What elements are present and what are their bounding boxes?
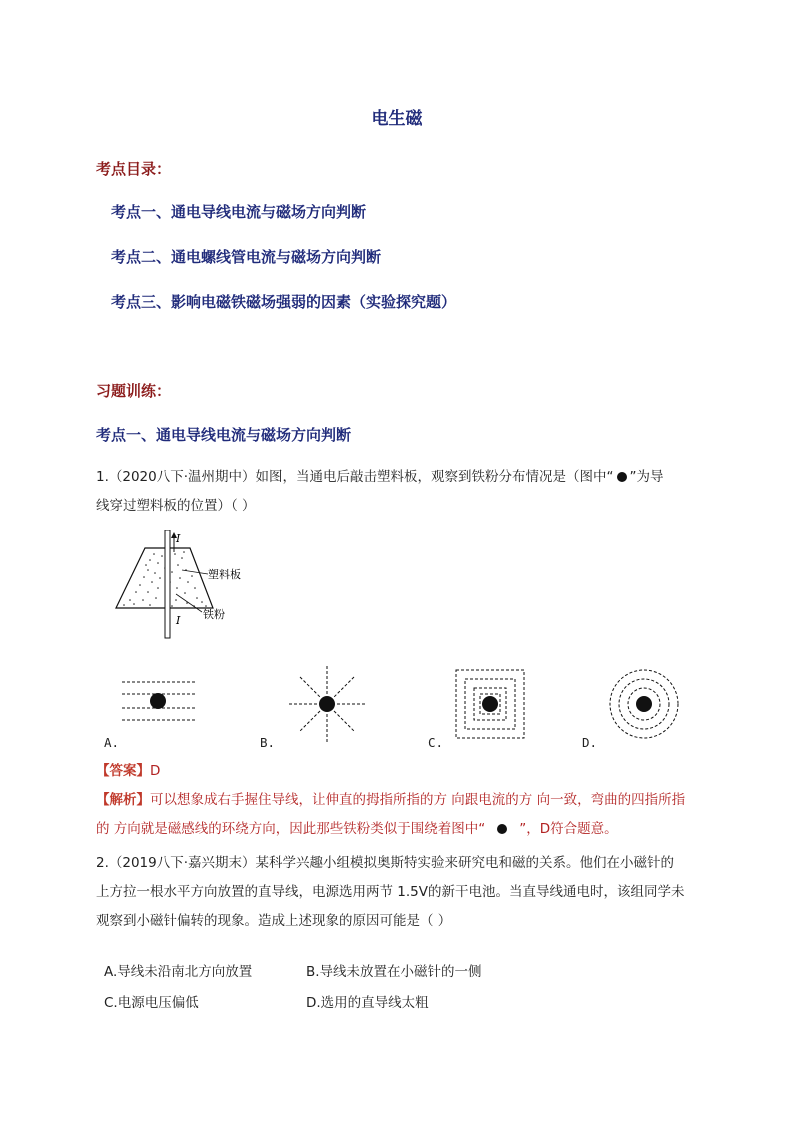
- analysis-block: [96, 786, 702, 844]
- practice-heading: 习题训练：: [96, 382, 172, 400]
- choice-a: A.导线未沿南北方向放置: [104, 964, 253, 980]
- question-1: [96, 463, 702, 521]
- page-title: 电生磁: [371, 109, 423, 129]
- option-a-figure: [120, 676, 198, 726]
- section1-heading: 考点一、通电导线电流与磁场方向判断: [96, 426, 352, 444]
- question-2-line-1: 2.（2019八下·嘉兴期末）某科学兴趣小组模拟奥斯特实验来研究电和磁的关系。他们在小磁针的: [96, 855, 675, 871]
- toc-item-1: 考点一、通电导线电流与磁场方向判断: [111, 203, 367, 221]
- question-2-line-3: 观察到小磁针偏转的现象。造成上述现象的原因可能是（ ）: [96, 913, 452, 929]
- option-a-label: A.: [104, 735, 120, 750]
- question-2: [96, 849, 702, 936]
- toc-item-2: 考点二、通电螺线管电流与磁场方向判断: [111, 248, 382, 266]
- option-d-label: D.: [582, 735, 598, 750]
- analysis-line-2: 的 方向就是磁感线的环绕方向，因此那些铁粉类似于围绕着图中“ ”，D符合题意。: [96, 821, 618, 837]
- option-c-label: C.: [428, 735, 444, 750]
- choice-c: C.电源电压偏低: [104, 995, 199, 1011]
- straight-wire: [165, 530, 170, 638]
- label-iron-powder: 铁粉: [203, 608, 225, 621]
- option-d-figure: [608, 668, 680, 740]
- option-b-label: B.: [260, 735, 276, 750]
- toc-heading: 考点目录：: [96, 160, 172, 178]
- choice-d: D.选用的直导线太粗: [306, 995, 429, 1011]
- option-b-figure: [287, 664, 367, 744]
- analysis-line-1: 【解析】可以想象成右手握住导线，让伸直的拇指所指的方 向跟电流的方 向一致，弯曲的四指所指: [96, 792, 686, 808]
- current-label-bottom: I: [176, 614, 181, 627]
- question-1-line-1: 1.（2020八下·温州期中）如图，当通电后敲击塑料板，观察到铁粉分布情况是（图中“ ”为导: [96, 469, 664, 485]
- experiment-figure: [110, 530, 270, 645]
- label-plastic-board: 塑料板: [208, 568, 241, 581]
- choice-b: B.导线未放置在小磁针的一侧: [306, 964, 482, 980]
- answer-line: [96, 757, 702, 786]
- option-c-figure: [454, 668, 526, 740]
- current-label-top: I: [176, 532, 181, 545]
- answer-value: D: [150, 763, 161, 779]
- answer-label: 【答案】: [96, 763, 150, 779]
- toc-item-3: 考点三、影响电磁铁磁场强弱的因素（实验探究题）: [111, 293, 457, 311]
- question-1-line-2: 线穿过塑料板的位置）（ ）: [96, 498, 256, 514]
- wire-dot-icon: [617, 472, 627, 482]
- question-2-line-2: 上方拉一根水平方向放置的直导线，电源选用两节 1.5V的新干电池。当直导线通电时，该组同学未: [96, 884, 685, 900]
- analysis-dot-icon: [497, 824, 507, 834]
